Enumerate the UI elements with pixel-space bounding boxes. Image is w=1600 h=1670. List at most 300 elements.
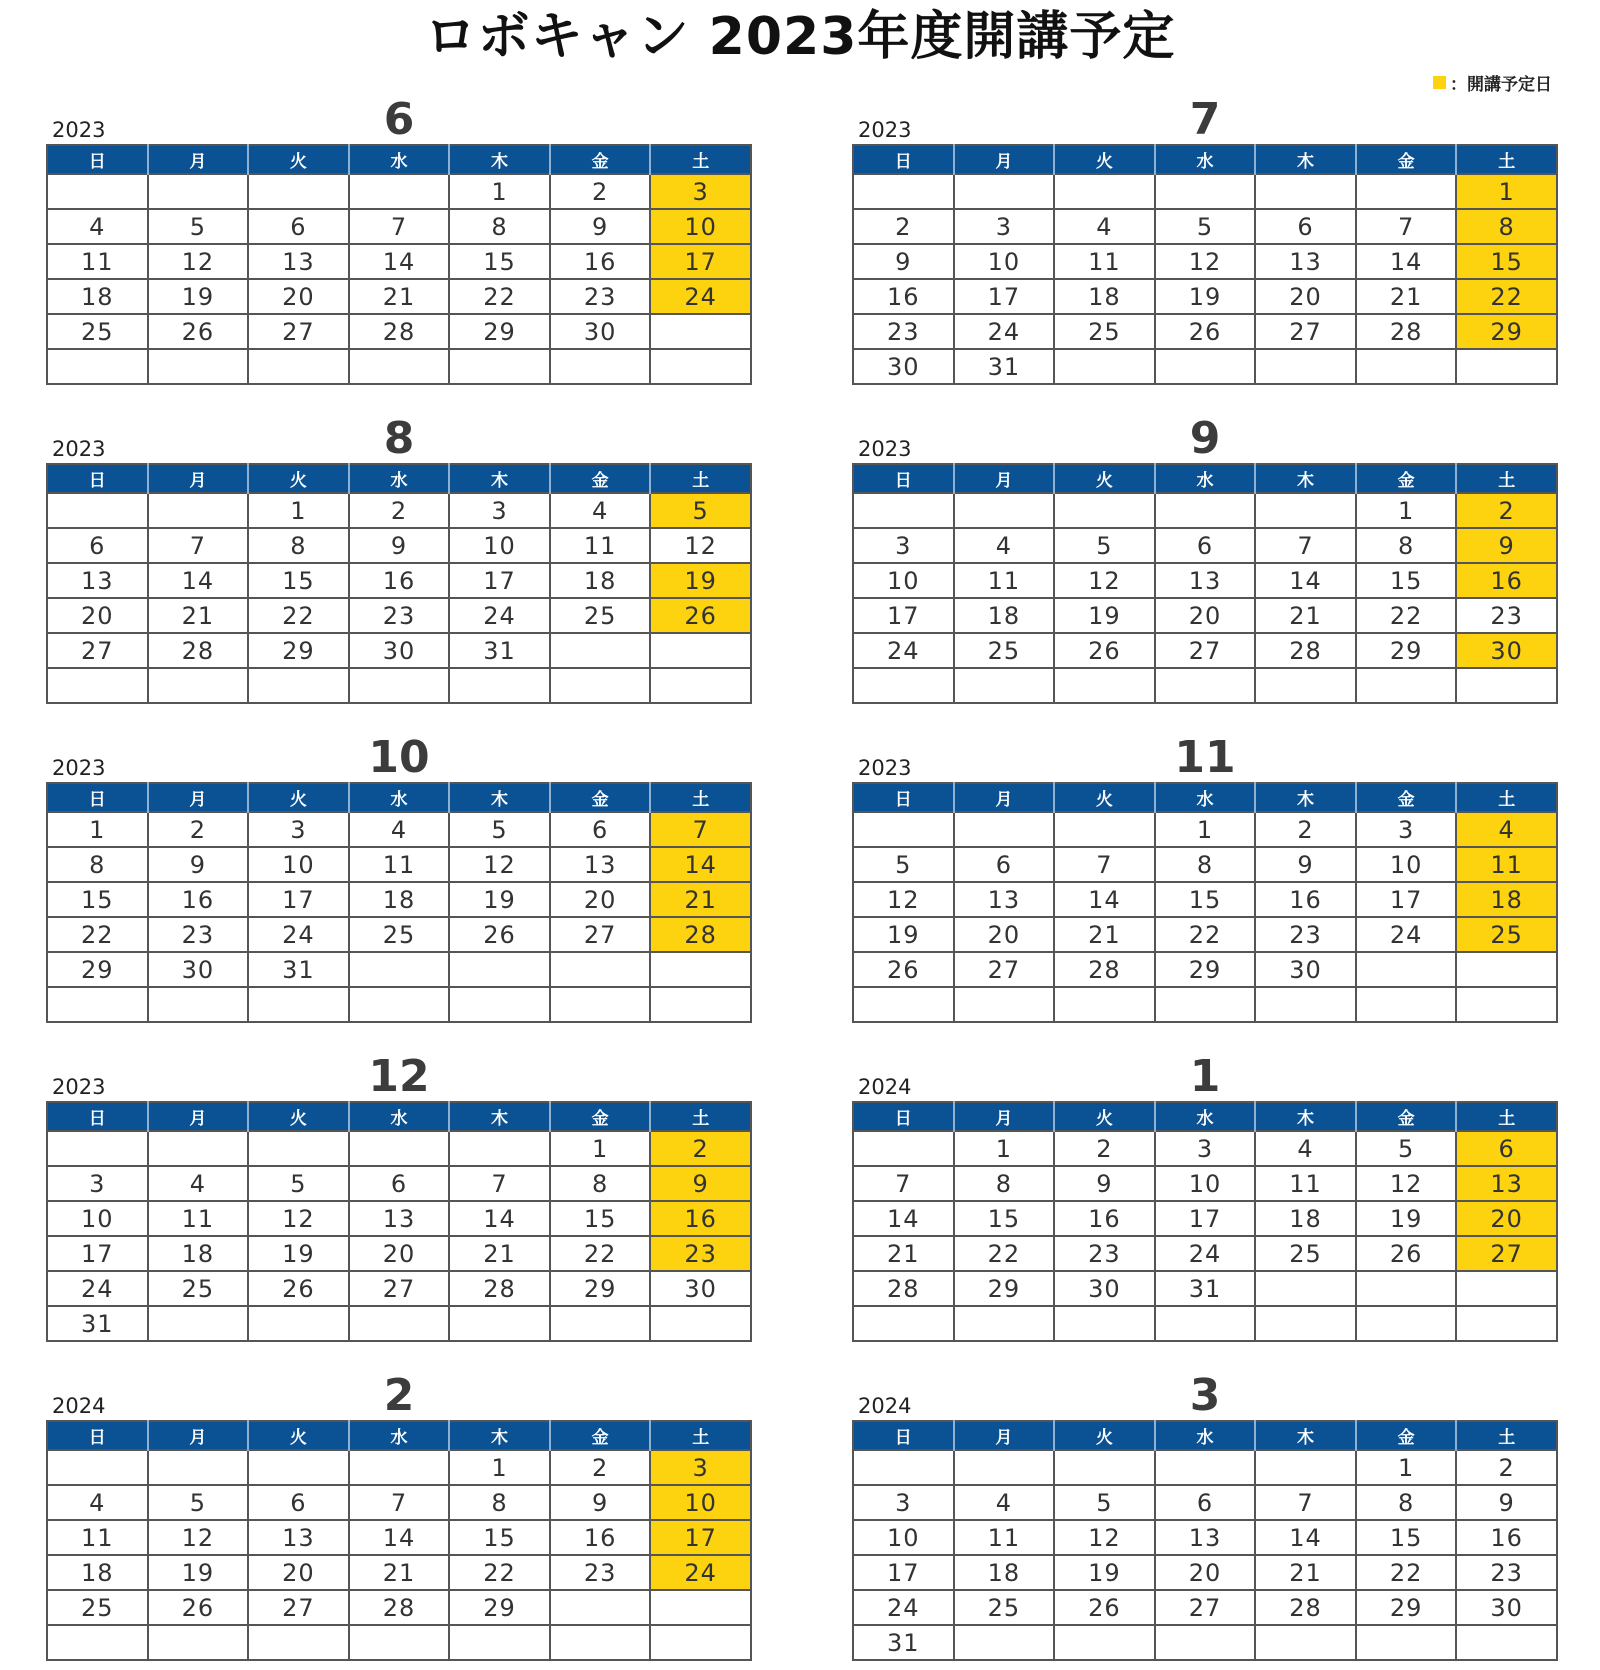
month-header: [852, 1372, 1558, 1420]
weekday-header-row: [853, 1102, 1557, 1131]
day-cell: [1255, 349, 1356, 384]
weekday-label: 月: [954, 783, 1055, 812]
day-cell: [148, 1306, 249, 1341]
day-cell: 22: [1356, 1555, 1457, 1590]
week-row: [853, 1520, 1557, 1555]
day-cell: [853, 493, 954, 528]
weekday-label: 土: [1456, 783, 1557, 812]
day-cell: 10: [1356, 847, 1457, 882]
day-cell: [1356, 668, 1457, 703]
week-row: [47, 1590, 751, 1625]
day-cell: [1456, 1625, 1557, 1660]
class-day-cell: 3: [650, 174, 751, 209]
day-cell: 19: [1155, 279, 1256, 314]
day-cell: 19: [1054, 598, 1155, 633]
day-cell: 16: [148, 882, 249, 917]
day-cell: 14: [853, 1201, 954, 1236]
week-row: [853, 1166, 1557, 1201]
day-cell: 30: [349, 633, 450, 668]
day-cell: 6: [1155, 1485, 1256, 1520]
day-cell: [1255, 1625, 1356, 1660]
day-cell: [954, 1306, 1055, 1341]
day-cell: [1456, 1306, 1557, 1341]
day-cell: [349, 668, 450, 703]
day-cell: 13: [954, 882, 1055, 917]
day-cell: 10: [1155, 1166, 1256, 1201]
day-cell: 19: [1054, 1555, 1155, 1590]
class-day-cell: 24: [650, 279, 751, 314]
day-cell: [954, 812, 1055, 847]
month-header: [46, 1053, 752, 1101]
calendar-table: [46, 144, 752, 385]
day-cell: 24: [47, 1271, 148, 1306]
day-cell: 11: [1255, 1166, 1356, 1201]
day-cell: 22: [47, 917, 148, 952]
day-cell: 2: [853, 209, 954, 244]
day-cell: 3: [47, 1166, 148, 1201]
day-cell: 4: [148, 1166, 249, 1201]
weekday-label: 火: [1054, 1421, 1155, 1450]
calendar-table: [46, 1101, 752, 1342]
day-cell: 11: [550, 528, 651, 563]
month-calendar-2023-7: [852, 96, 1558, 385]
day-cell: 25: [550, 598, 651, 633]
day-cell: 8: [1356, 528, 1457, 563]
calendar-table: [852, 144, 1558, 385]
week-row: [47, 1201, 751, 1236]
day-cell: [1155, 1625, 1256, 1660]
day-cell: 25: [1054, 314, 1155, 349]
day-cell: 3: [248, 812, 349, 847]
day-cell: [650, 349, 751, 384]
day-cell: 5: [148, 209, 249, 244]
day-cell: 31: [1155, 1271, 1256, 1306]
day-cell: [449, 668, 550, 703]
day-cell: 20: [1255, 279, 1356, 314]
day-cell: 30: [1054, 1271, 1155, 1306]
day-cell: 1: [248, 493, 349, 528]
day-cell: [47, 987, 148, 1022]
week-row: [853, 563, 1557, 598]
day-cell: 13: [1255, 244, 1356, 279]
month-calendar-2024-3: [852, 1372, 1558, 1661]
week-row: [47, 1520, 751, 1555]
day-cell: 1: [550, 1131, 651, 1166]
weekday-label: 土: [1456, 464, 1557, 493]
weekday-label: 月: [954, 145, 1055, 174]
day-cell: 2: [1456, 1450, 1557, 1485]
day-cell: 12: [1155, 244, 1256, 279]
class-day-cell: 16: [650, 1201, 751, 1236]
day-cell: 25: [47, 314, 148, 349]
weekday-header-row: [47, 783, 751, 812]
weekday-label: 月: [954, 464, 1055, 493]
day-cell: 20: [248, 1555, 349, 1590]
day-cell: [954, 493, 1055, 528]
day-cell: [1356, 1271, 1457, 1306]
day-cell: 11: [954, 1520, 1055, 1555]
day-cell: 10: [449, 528, 550, 563]
day-cell: 23: [1456, 598, 1557, 633]
day-cell: [1255, 1306, 1356, 1341]
day-cell: 31: [47, 1306, 148, 1341]
day-cell: 21: [1255, 598, 1356, 633]
day-cell: [1356, 349, 1457, 384]
day-cell: 4: [1255, 1131, 1356, 1166]
day-cell: 14: [1054, 882, 1155, 917]
day-cell: [1155, 349, 1256, 384]
day-cell: [1155, 987, 1256, 1022]
day-cell: 23: [1456, 1555, 1557, 1590]
class-day-cell: 14: [650, 847, 751, 882]
month-calendar-2023-9: [852, 415, 1558, 704]
day-cell: 29: [1356, 1590, 1457, 1625]
day-cell: [1054, 1306, 1155, 1341]
day-cell: 1: [1356, 1450, 1457, 1485]
day-cell: 16: [1054, 1201, 1155, 1236]
month-header: [46, 96, 752, 144]
class-day-cell: 24: [650, 1555, 751, 1590]
day-cell: [1054, 349, 1155, 384]
day-cell: 15: [954, 1201, 1055, 1236]
day-cell: [349, 952, 450, 987]
day-cell: 27: [1155, 633, 1256, 668]
class-day-cell: 11: [1456, 847, 1557, 882]
day-cell: [1456, 987, 1557, 1022]
day-cell: 28: [1356, 314, 1457, 349]
day-cell: 17: [954, 279, 1055, 314]
day-cell: [248, 1625, 349, 1660]
week-row: [853, 847, 1557, 882]
day-cell: 21: [853, 1236, 954, 1271]
weekday-label: 日: [853, 145, 954, 174]
weekday-label: 月: [954, 1102, 1055, 1131]
day-cell: 27: [954, 952, 1055, 987]
day-cell: 11: [47, 1520, 148, 1555]
weekday-label: 木: [1255, 145, 1356, 174]
class-day-cell: 7: [650, 812, 751, 847]
weekday-label: 月: [954, 1421, 1055, 1450]
legend: [1433, 70, 1552, 95]
day-cell: 5: [248, 1166, 349, 1201]
class-day-cell: 8: [1456, 209, 1557, 244]
day-cell: 9: [1456, 1485, 1557, 1520]
day-cell: 16: [550, 244, 651, 279]
weekday-header-row: [47, 464, 751, 493]
class-day-cell: 25: [1456, 917, 1557, 952]
day-cell: 29: [449, 1590, 550, 1625]
day-cell: 26: [248, 1271, 349, 1306]
weekday-label: 金: [1356, 783, 1457, 812]
weekday-header-row: [47, 145, 751, 174]
weekday-label: 月: [148, 1102, 249, 1131]
day-cell: [349, 987, 450, 1022]
day-cell: [1255, 174, 1356, 209]
day-cell: [650, 1590, 751, 1625]
day-cell: 11: [47, 244, 148, 279]
day-cell: [248, 1306, 349, 1341]
day-cell: 9: [550, 1485, 651, 1520]
day-cell: 21: [1255, 1555, 1356, 1590]
day-cell: 17: [1356, 882, 1457, 917]
day-cell: [47, 1625, 148, 1660]
weekday-label: 火: [248, 1102, 349, 1131]
day-cell: 9: [853, 244, 954, 279]
calendar-table: [46, 463, 752, 704]
day-cell: [148, 493, 249, 528]
day-cell: 27: [1155, 1590, 1256, 1625]
week-row: [853, 1131, 1557, 1166]
day-cell: 7: [349, 1485, 450, 1520]
day-cell: 29: [550, 1271, 651, 1306]
day-cell: 14: [1255, 1520, 1356, 1555]
day-cell: 7: [1255, 1485, 1356, 1520]
day-cell: 9: [1054, 1166, 1155, 1201]
class-day-cell: 13: [1456, 1166, 1557, 1201]
week-row: [47, 493, 751, 528]
month-year: 2024: [52, 1394, 106, 1418]
weekday-label: 金: [1356, 1102, 1457, 1131]
day-cell: [1255, 668, 1356, 703]
day-cell: [954, 668, 1055, 703]
class-day-cell: 29: [1456, 314, 1557, 349]
class-day-cell: 28: [650, 917, 751, 952]
day-cell: 13: [1155, 1520, 1256, 1555]
week-row: [853, 987, 1557, 1022]
weekday-label: 木: [449, 145, 550, 174]
day-cell: [148, 1625, 249, 1660]
day-cell: 7: [1255, 528, 1356, 563]
weekday-label: 水: [349, 464, 450, 493]
day-cell: [550, 987, 651, 1022]
weekday-label: 木: [1255, 1102, 1356, 1131]
weekday-label: 金: [1356, 464, 1457, 493]
class-day-cell: 5: [650, 493, 751, 528]
day-cell: 23: [550, 279, 651, 314]
weekday-label: 火: [248, 1421, 349, 1450]
calendar-table: [46, 782, 752, 1023]
day-cell: 3: [853, 528, 954, 563]
day-cell: 31: [449, 633, 550, 668]
day-cell: 1: [1155, 812, 1256, 847]
day-cell: 30: [853, 349, 954, 384]
day-cell: [650, 314, 751, 349]
day-cell: 29: [449, 314, 550, 349]
day-cell: 2: [550, 1450, 651, 1485]
day-cell: 13: [550, 847, 651, 882]
day-cell: 16: [853, 279, 954, 314]
month-year: 2023: [52, 1075, 106, 1099]
day-cell: 6: [1255, 209, 1356, 244]
day-cell: [954, 987, 1055, 1022]
day-cell: [47, 1131, 148, 1166]
week-row: [853, 244, 1557, 279]
day-cell: 31: [248, 952, 349, 987]
day-cell: 10: [853, 1520, 954, 1555]
calendar-table: [46, 1420, 752, 1661]
week-row: [853, 174, 1557, 209]
day-cell: 12: [148, 244, 249, 279]
month-number: 10: [368, 732, 430, 783]
week-row: [47, 1306, 751, 1341]
month-header: [852, 415, 1558, 463]
day-cell: 24: [248, 917, 349, 952]
day-cell: [148, 987, 249, 1022]
day-cell: [148, 349, 249, 384]
day-cell: 27: [248, 314, 349, 349]
day-cell: 2: [349, 493, 450, 528]
day-cell: [550, 633, 651, 668]
weekday-label: 土: [650, 464, 751, 493]
day-cell: [853, 174, 954, 209]
weekday-label: 金: [550, 145, 651, 174]
day-cell: 18: [349, 882, 450, 917]
day-cell: 3: [1155, 1131, 1256, 1166]
day-cell: 17: [1155, 1201, 1256, 1236]
day-cell: [449, 952, 550, 987]
day-cell: 4: [349, 812, 450, 847]
week-row: [853, 1450, 1557, 1485]
day-cell: 1: [449, 174, 550, 209]
day-cell: 18: [954, 1555, 1055, 1590]
day-cell: 11: [349, 847, 450, 882]
day-cell: [1054, 812, 1155, 847]
day-cell: 15: [449, 1520, 550, 1555]
day-cell: [853, 812, 954, 847]
day-cell: 6: [954, 847, 1055, 882]
day-cell: 28: [349, 314, 450, 349]
day-cell: [853, 668, 954, 703]
day-cell: [1155, 1306, 1256, 1341]
day-cell: 7: [853, 1166, 954, 1201]
day-cell: [148, 1131, 249, 1166]
day-cell: 19: [853, 917, 954, 952]
day-cell: 17: [853, 1555, 954, 1590]
day-cell: 20: [550, 882, 651, 917]
weekday-label: 水: [1155, 1102, 1256, 1131]
day-cell: 14: [449, 1201, 550, 1236]
day-cell: 16: [550, 1520, 651, 1555]
day-cell: 20: [954, 917, 1055, 952]
class-day-cell: 18: [1456, 882, 1557, 917]
day-cell: 27: [550, 917, 651, 952]
weekday-label: 火: [1054, 145, 1155, 174]
day-cell: 30: [650, 1271, 751, 1306]
weekday-label: 日: [853, 783, 954, 812]
week-row: [853, 1625, 1557, 1660]
day-cell: [349, 174, 450, 209]
month-number: 9: [1189, 413, 1221, 464]
day-cell: 29: [954, 1271, 1055, 1306]
day-cell: [550, 952, 651, 987]
day-cell: 8: [248, 528, 349, 563]
day-cell: [248, 668, 349, 703]
month-year: 2023: [52, 756, 106, 780]
weekday-label: 土: [650, 783, 751, 812]
month-calendar-2024-2: [46, 1372, 752, 1661]
week-row: [47, 174, 751, 209]
day-cell: 25: [148, 1271, 249, 1306]
day-cell: [954, 1625, 1055, 1660]
day-cell: [1054, 1450, 1155, 1485]
month-header: [852, 96, 1558, 144]
month-year: 2023: [858, 437, 912, 461]
weekday-label: 月: [148, 1421, 249, 1450]
day-cell: 1: [954, 1131, 1055, 1166]
class-day-cell: 20: [1456, 1201, 1557, 1236]
weekday-label: 木: [449, 464, 550, 493]
weekday-label: 日: [47, 1421, 148, 1450]
day-cell: [1356, 1625, 1457, 1660]
week-row: [47, 279, 751, 314]
day-cell: 1: [47, 812, 148, 847]
day-cell: [1456, 349, 1557, 384]
calendar-table: [852, 463, 1558, 704]
month-year: 2024: [858, 1075, 912, 1099]
weekday-header-row: [853, 783, 1557, 812]
day-cell: 21: [449, 1236, 550, 1271]
day-cell: 19: [148, 279, 249, 314]
day-cell: 7: [449, 1166, 550, 1201]
day-cell: 31: [853, 1625, 954, 1660]
day-cell: 9: [148, 847, 249, 882]
day-cell: 20: [47, 598, 148, 633]
day-cell: 1: [1356, 493, 1457, 528]
day-cell: [1456, 1271, 1557, 1306]
class-day-cell: 22: [1456, 279, 1557, 314]
day-cell: 18: [550, 563, 651, 598]
day-cell: 1: [449, 1450, 550, 1485]
day-cell: 26: [1054, 1590, 1155, 1625]
day-cell: 10: [47, 1201, 148, 1236]
day-cell: 8: [550, 1166, 651, 1201]
week-row: [47, 1131, 751, 1166]
class-day-cell: 1: [1456, 174, 1557, 209]
day-cell: 6: [248, 1485, 349, 1520]
weekday-label: 日: [853, 1421, 954, 1450]
week-row: [853, 812, 1557, 847]
day-cell: 29: [248, 633, 349, 668]
weekday-label: 木: [449, 783, 550, 812]
weekday-label: 火: [1054, 464, 1155, 493]
day-cell: [148, 668, 249, 703]
day-cell: 16: [1456, 1520, 1557, 1555]
day-cell: 19: [148, 1555, 249, 1590]
day-cell: [1054, 174, 1155, 209]
day-cell: 29: [1155, 952, 1256, 987]
month-year: 2023: [858, 756, 912, 780]
day-cell: 10: [954, 244, 1055, 279]
day-cell: [1356, 987, 1457, 1022]
weekday-label: 水: [1155, 1421, 1256, 1450]
day-cell: 4: [1054, 209, 1155, 244]
week-row: [853, 493, 1557, 528]
day-cell: 25: [47, 1590, 148, 1625]
day-cell: [853, 1131, 954, 1166]
day-cell: [1255, 987, 1356, 1022]
week-row: [853, 668, 1557, 703]
day-cell: 27: [47, 633, 148, 668]
day-cell: [1255, 1450, 1356, 1485]
day-cell: 12: [650, 528, 751, 563]
weekday-label: 金: [550, 783, 651, 812]
day-cell: [248, 987, 349, 1022]
day-cell: 27: [248, 1590, 349, 1625]
week-row: [853, 314, 1557, 349]
day-cell: [349, 1625, 450, 1660]
day-cell: [349, 1450, 450, 1485]
day-cell: 5: [853, 847, 954, 882]
